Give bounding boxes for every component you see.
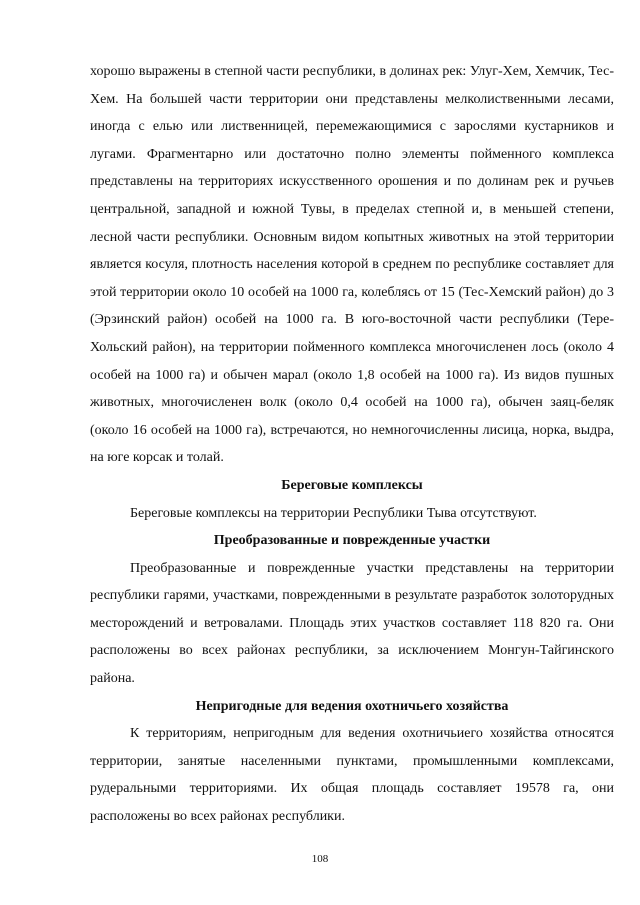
document-body [90,58,614,831]
heading-unsuitable-areas: Непригодные для ведения охотничьего хозяйства [195,698,509,714]
paragraph-transformed-areas: Преобразованные и поврежденные участки представлены на территории республики гарями, участками, поврежденными в результате разработок золоторудных месторождений и ветровалами. Площадь этих участков составляет 118 820 га. Они расположены во всех районах республики, за исключением Монгун-Тайгинского района. [90,560,614,687]
paragraph-coastal-complexes: Береговые комплексы на территории Республики Тыва отсутствуют. [130,505,537,521]
paragraph-unsuitable-areas: К территориям, непригодным для ведения охотничьиего хозяйства относятся территории, занятые населенными пунктами, промышленными комплексами, рудеральными территориями. Их общая площадь составляет 19578 га, они расположены во всех районах республики. [90,726,614,825]
heading-coastal-complexes: Береговые комплексы [281,477,423,493]
paragraph-floodplain-complex: хорошо выражены в степной части республики, в долинах рек: Улуг-Хем, Хемчик, Тес-Хем. На большей части территории они представлены мелколиственными лесами, иногда с елью или лиственницей, перемежающимися с зарослями кустарников и лугами. Фрагментарно или достаточно полно элементы пойменного комплекса представлены на территориях искусственного орошения и по долинам рек и ручьев центральной, западной и южной Тувы, в пределах степной и, в меньшей степени, лесной части республики. Основным видом копытных животных на этой территории является косуля, плотность населения которой в среднем по республике составляет для этой территории около 10 особей на 1000 га, колеблясь от 15 (Тес-Хемский район) до 3 (Эрзинский район) особей на 1000 га. В юго-восточной части республики (Тере-Хольский район), на территории пойменного комплекса многочисленен лось (около 4 особей на 1000 га) и обычен марал (около 1,8 особей на 1000 га). Из видов пушных животных, многочисленен волк (около 0,4 особей на 1000 га), обычен заяц-беляк (около 16 особей на 1000 га), встречаются, но немногочисленны лисица, норка, выдра, на юге корсак и толай. [90,64,614,466]
heading-transformed-areas: Преобразованные и поврежденные участки [213,533,491,549]
page-number: 108 [311,853,329,865]
